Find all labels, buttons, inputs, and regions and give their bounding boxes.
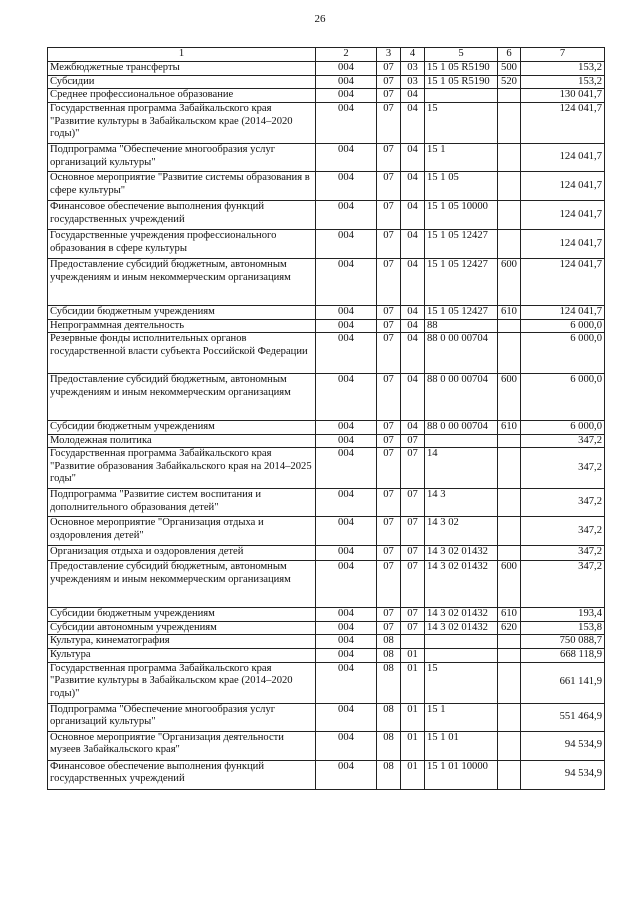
table-row: [48, 172, 605, 201]
page-number: 26: [314, 13, 326, 25]
row-code-cell: 004: [316, 259, 377, 306]
row-code-cell: [498, 89, 521, 103]
row-code-cell: 03: [401, 62, 425, 76]
row-code-cell: 07: [377, 608, 401, 622]
column-header: 4: [401, 48, 425, 62]
table-row: [48, 760, 605, 789]
row-code-cell: 004: [316, 448, 377, 489]
row-code-cell: 01: [401, 649, 425, 663]
row-code-cell: 520: [498, 75, 521, 89]
row-code-cell: 07: [377, 172, 401, 201]
row-amount-cell: 347,2: [521, 489, 605, 517]
row-code-cell: [498, 319, 521, 333]
row-code-cell: 07: [377, 517, 401, 546]
row-code-cell: 07: [401, 546, 425, 561]
row-amount-cell: 668 118,9: [521, 649, 605, 663]
row-amount-cell: 661 141,9: [521, 662, 605, 703]
row-amount-cell: 750 088,7: [521, 635, 605, 649]
row-code-cell: 07: [377, 489, 401, 517]
row-code-cell: [425, 434, 498, 448]
row-code-cell: 07: [377, 62, 401, 76]
row-code-cell: [425, 635, 498, 649]
table-row: [48, 434, 605, 448]
row-code-cell: 15 1 05 R5190: [425, 62, 498, 76]
table-row: [48, 333, 605, 374]
column-header: 7: [521, 48, 605, 62]
row-code-cell: [498, 703, 521, 731]
row-code-cell: 07: [377, 448, 401, 489]
table-row: [48, 103, 605, 144]
row-code-cell: 14 3 02 01432: [425, 608, 498, 622]
row-code-cell: 07: [377, 546, 401, 561]
row-name-cell: Субсидии: [48, 75, 316, 89]
row-code-cell: 004: [316, 89, 377, 103]
table-row: [48, 662, 605, 703]
row-code-cell: 07: [401, 434, 425, 448]
row-name-cell: Предоставление субсидий бюджетным, автономным учреждениям и иным некоммерческим организациям: [48, 374, 316, 421]
row-name-cell: Подпрограмма "Обеспечение многообразия услуг организаций культуры": [48, 703, 316, 731]
row-code-cell: 01: [401, 703, 425, 731]
table-row: [48, 546, 605, 561]
row-code-cell: 04: [401, 306, 425, 320]
row-code-cell: 07: [377, 201, 401, 230]
row-code-cell: 01: [401, 662, 425, 703]
row-name-cell: Культура, кинематография: [48, 635, 316, 649]
row-code-cell: 14 3 02 01432: [425, 561, 498, 608]
column-header: 3: [377, 48, 401, 62]
row-code-cell: 004: [316, 75, 377, 89]
row-code-cell: 07: [401, 489, 425, 517]
row-name-cell: Предоставление субсидий бюджетным, автономным учреждениям и иным некоммерческим организациям: [48, 561, 316, 608]
header-row: [48, 48, 605, 62]
table-row: [48, 144, 605, 172]
table-row: [48, 75, 605, 89]
row-code-cell: 004: [316, 649, 377, 663]
row-code-cell: 88: [425, 319, 498, 333]
row-code-cell: 01: [401, 760, 425, 789]
row-code-cell: 04: [401, 421, 425, 435]
row-amount-cell: 124 041,7: [521, 172, 605, 201]
row-code-cell: 004: [316, 172, 377, 201]
row-amount-cell: 153,2: [521, 75, 605, 89]
row-amount-cell: 6 000,0: [521, 421, 605, 435]
row-code-cell: 15 1: [425, 144, 498, 172]
row-code-cell: 04: [401, 259, 425, 306]
row-code-cell: 07: [401, 608, 425, 622]
row-code-cell: 07: [377, 144, 401, 172]
row-code-cell: 04: [401, 333, 425, 374]
row-code-cell: [498, 517, 521, 546]
row-amount-cell: 153,2: [521, 62, 605, 76]
row-code-cell: 15 1 05 12427: [425, 259, 498, 306]
row-code-cell: 07: [377, 306, 401, 320]
row-code-cell: 88 0 00 00704: [425, 333, 498, 374]
row-code-cell: 08: [377, 731, 401, 760]
row-name-cell: Подпрограмма "Развитие систем воспитания и дополнительного образования детей": [48, 489, 316, 517]
table-row: [48, 731, 605, 760]
row-code-cell: 600: [498, 561, 521, 608]
table-row: [48, 517, 605, 546]
row-name-cell: Резервные фонды исполнительных органов государственной власти субъекта Российской Федерации: [48, 333, 316, 374]
row-code-cell: 04: [401, 144, 425, 172]
row-name-cell: Основное мероприятие "Организация отдыха и оздоровления детей": [48, 517, 316, 546]
row-code-cell: 15 1 05: [425, 172, 498, 201]
table-row: [48, 421, 605, 435]
row-name-cell: Среднее профессиональное образование: [48, 89, 316, 103]
table-row: [48, 89, 605, 103]
table-row: [48, 306, 605, 320]
row-code-cell: 004: [316, 621, 377, 635]
row-code-cell: 07: [377, 421, 401, 435]
table-row: [48, 62, 605, 76]
budget-table: [47, 47, 605, 790]
row-name-cell: Субсидии бюджетным учреждениям: [48, 421, 316, 435]
row-amount-cell: 124 041,7: [521, 230, 605, 259]
row-code-cell: 15 1 01 10000: [425, 760, 498, 789]
row-amount-cell: 124 041,7: [521, 103, 605, 144]
row-code-cell: 004: [316, 635, 377, 649]
row-code-cell: 08: [377, 635, 401, 649]
row-code-cell: 004: [316, 319, 377, 333]
row-code-cell: 004: [316, 703, 377, 731]
table-row: [48, 561, 605, 608]
column-header: 1: [48, 48, 316, 62]
row-amount-cell: 94 534,9: [521, 731, 605, 760]
row-name-cell: Государственные учреждения профессионального образования в сфере культуры: [48, 230, 316, 259]
row-code-cell: 04: [401, 89, 425, 103]
column-header: 6: [498, 48, 521, 62]
row-code-cell: 04: [401, 374, 425, 421]
row-code-cell: [498, 649, 521, 663]
row-name-cell: Культура: [48, 649, 316, 663]
row-code-cell: [498, 144, 521, 172]
row-code-cell: 610: [498, 421, 521, 435]
row-amount-cell: 347,2: [521, 561, 605, 608]
row-amount-cell: 124 041,7: [521, 306, 605, 320]
row-code-cell: 07: [401, 561, 425, 608]
row-code-cell: 01: [401, 731, 425, 760]
row-code-cell: [498, 635, 521, 649]
row-name-cell: Финансовое обеспечение выполнения функций государственных учреждений: [48, 201, 316, 230]
row-code-cell: [425, 89, 498, 103]
table-row: [48, 703, 605, 731]
row-code-cell: [425, 649, 498, 663]
row-code-cell: 004: [316, 561, 377, 608]
row-code-cell: 610: [498, 608, 521, 622]
row-code-cell: 04: [401, 230, 425, 259]
row-code-cell: 88 0 00 00704: [425, 374, 498, 421]
row-code-cell: 004: [316, 201, 377, 230]
row-code-cell: 14 3 02 01432: [425, 621, 498, 635]
row-code-cell: 08: [377, 649, 401, 663]
row-code-cell: [498, 103, 521, 144]
row-code-cell: 15 1 05 12427: [425, 230, 498, 259]
row-name-cell: Предоставление субсидий бюджетным, автономным учреждениям и иным некоммерческим организациям: [48, 259, 316, 306]
row-code-cell: 15: [425, 103, 498, 144]
row-code-cell: 610: [498, 306, 521, 320]
row-code-cell: 07: [377, 319, 401, 333]
row-code-cell: 500: [498, 62, 521, 76]
row-amount-cell: 124 041,7: [521, 259, 605, 306]
row-code-cell: 04: [401, 103, 425, 144]
row-code-cell: 004: [316, 546, 377, 561]
row-code-cell: 08: [377, 760, 401, 789]
row-code-cell: 15 1 05 R5190: [425, 75, 498, 89]
row-code-cell: 07: [401, 517, 425, 546]
row-name-cell: Непрограммная деятельность: [48, 319, 316, 333]
row-name-cell: Основное мероприятие "Развитие системы образования в сфере культуры": [48, 172, 316, 201]
row-code-cell: [498, 172, 521, 201]
row-code-cell: 004: [316, 333, 377, 374]
table-row: [48, 259, 605, 306]
row-amount-cell: 347,2: [521, 448, 605, 489]
row-code-cell: 620: [498, 621, 521, 635]
row-name-cell: Организация отдыха и оздоровления детей: [48, 546, 316, 561]
row-code-cell: 15: [425, 662, 498, 703]
row-code-cell: 07: [377, 434, 401, 448]
row-code-cell: 04: [401, 319, 425, 333]
row-code-cell: [498, 760, 521, 789]
row-amount-cell: 347,2: [521, 546, 605, 561]
row-name-cell: Молодежная политика: [48, 434, 316, 448]
row-code-cell: 07: [401, 621, 425, 635]
row-code-cell: 07: [377, 89, 401, 103]
table-row: [48, 621, 605, 635]
row-code-cell: 004: [316, 62, 377, 76]
row-amount-cell: 6 000,0: [521, 333, 605, 374]
row-name-cell: Субсидии бюджетным учреждениям: [48, 306, 316, 320]
table-row: [48, 230, 605, 259]
row-code-cell: [498, 434, 521, 448]
row-code-cell: 004: [316, 731, 377, 760]
row-code-cell: 04: [401, 201, 425, 230]
row-code-cell: 004: [316, 144, 377, 172]
row-code-cell: [498, 662, 521, 703]
row-amount-cell: 193,4: [521, 608, 605, 622]
table-row: [48, 608, 605, 622]
row-name-cell: Субсидии автономным учреждениям: [48, 621, 316, 635]
row-name-cell: Подпрограмма "Обеспечение многообразия услуг организаций культуры": [48, 144, 316, 172]
row-amount-cell: 551 464,9: [521, 703, 605, 731]
row-code-cell: 14 3: [425, 489, 498, 517]
row-name-cell: Межбюджетные трансферты: [48, 62, 316, 76]
row-name-cell: Государственная программа Забайкальского края "Развитие образования Забайкальского края на 2014–2025 годы": [48, 448, 316, 489]
row-code-cell: 15 1 01: [425, 731, 498, 760]
row-code-cell: 14: [425, 448, 498, 489]
table-row: [48, 448, 605, 489]
row-code-cell: [498, 489, 521, 517]
row-code-cell: 15 1: [425, 703, 498, 731]
table-row: [48, 319, 605, 333]
row-amount-cell: 347,2: [521, 517, 605, 546]
row-code-cell: 004: [316, 608, 377, 622]
row-code-cell: 004: [316, 517, 377, 546]
row-name-cell: Финансовое обеспечение выполнения функций государственных учреждений: [48, 760, 316, 789]
row-code-cell: 004: [316, 662, 377, 703]
row-code-cell: 07: [377, 75, 401, 89]
row-name-cell: Основное мероприятие "Организация деятельности музеев Забайкальского края": [48, 731, 316, 760]
row-code-cell: 14 3 02 01432: [425, 546, 498, 561]
row-code-cell: 07: [377, 561, 401, 608]
row-code-cell: 07: [377, 374, 401, 421]
row-code-cell: 04: [401, 172, 425, 201]
row-code-cell: 07: [377, 333, 401, 374]
row-amount-cell: 124 041,7: [521, 201, 605, 230]
table-row: [48, 489, 605, 517]
row-amount-cell: 130 041,7: [521, 89, 605, 103]
row-amount-cell: 6 000,0: [521, 319, 605, 333]
row-name-cell: Государственная программа Забайкальского края "Развитие культуры в Забайкальском крае (2014–2020 годы)": [48, 662, 316, 703]
row-code-cell: 15 1 05 12427: [425, 306, 498, 320]
table-row: [48, 649, 605, 663]
row-name-cell: Государственная программа Забайкальского края "Развитие культуры в Забайкальском крае (2014–2020 годы)": [48, 103, 316, 144]
row-code-cell: 88 0 00 00704: [425, 421, 498, 435]
row-amount-cell: 94 534,9: [521, 760, 605, 789]
table-row: [48, 201, 605, 230]
row-code-cell: 004: [316, 434, 377, 448]
row-code-cell: 600: [498, 374, 521, 421]
row-code-cell: [498, 731, 521, 760]
row-code-cell: 07: [401, 448, 425, 489]
row-code-cell: 07: [377, 621, 401, 635]
row-amount-cell: 153,8: [521, 621, 605, 635]
row-code-cell: 004: [316, 421, 377, 435]
row-code-cell: 004: [316, 760, 377, 789]
row-code-cell: [401, 635, 425, 649]
row-code-cell: 07: [377, 230, 401, 259]
row-code-cell: 15 1 05 10000: [425, 201, 498, 230]
row-code-cell: 004: [316, 374, 377, 421]
row-code-cell: [498, 448, 521, 489]
row-code-cell: 07: [377, 103, 401, 144]
row-code-cell: 14 3 02: [425, 517, 498, 546]
row-code-cell: 07: [377, 259, 401, 306]
row-code-cell: 004: [316, 230, 377, 259]
row-amount-cell: 347,2: [521, 434, 605, 448]
row-code-cell: [498, 333, 521, 374]
table-row: [48, 374, 605, 421]
row-code-cell: 08: [377, 662, 401, 703]
row-code-cell: 600: [498, 259, 521, 306]
row-amount-cell: 6 000,0: [521, 374, 605, 421]
row-code-cell: 08: [377, 703, 401, 731]
table-row: [48, 635, 605, 649]
row-code-cell: 004: [316, 103, 377, 144]
row-code-cell: [498, 201, 521, 230]
row-code-cell: 004: [316, 306, 377, 320]
column-header: 5: [425, 48, 498, 62]
row-amount-cell: 124 041,7: [521, 144, 605, 172]
row-code-cell: [498, 546, 521, 561]
column-header: 2: [316, 48, 377, 62]
row-code-cell: 004: [316, 489, 377, 517]
row-code-cell: 03: [401, 75, 425, 89]
row-name-cell: Субсидии бюджетным учреждениям: [48, 608, 316, 622]
row-code-cell: [498, 230, 521, 259]
